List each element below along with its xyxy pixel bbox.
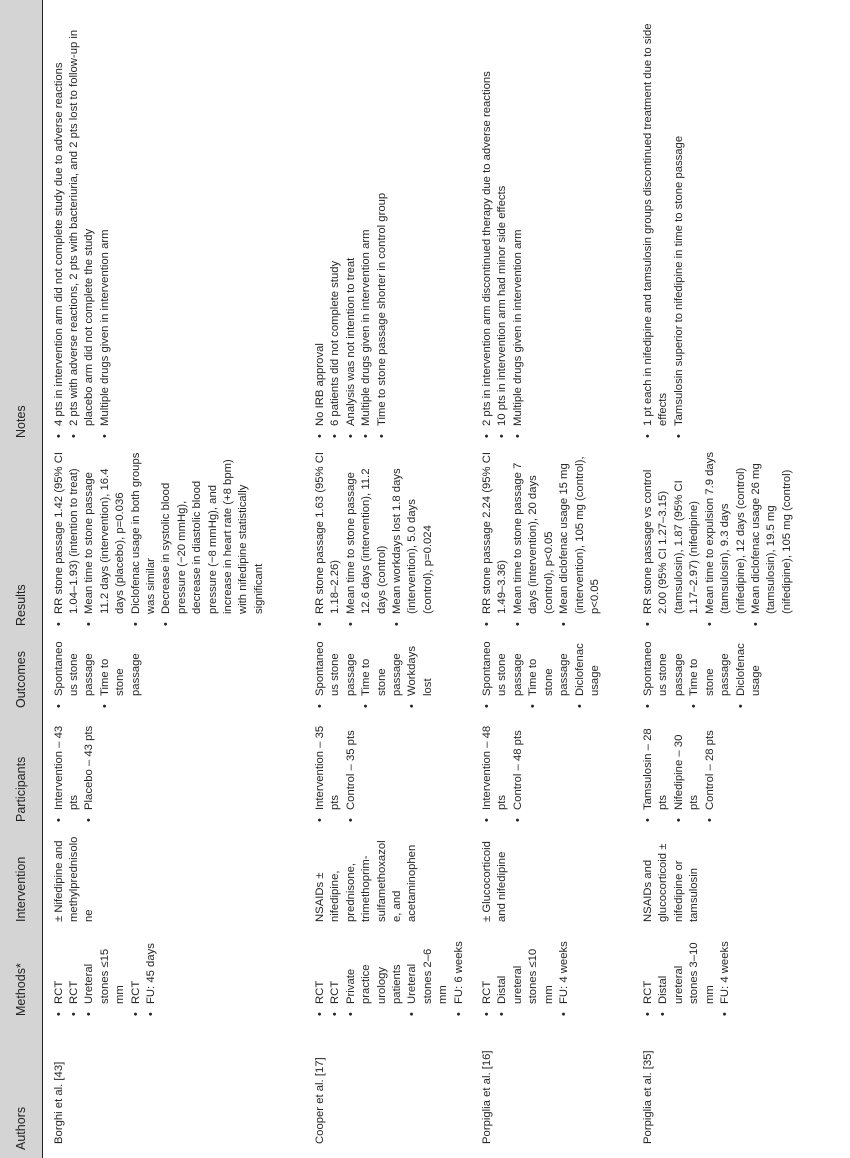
method-list xyxy=(480,936,572,1016)
method-item: • RCT xyxy=(328,936,343,1016)
outcome-list xyxy=(313,640,436,708)
result-item: • Mean time to stone passage 7 days (intervention), 20 days (control), p<0.05 xyxy=(511,452,557,626)
participant-item: • Intervention – 35 pts xyxy=(313,722,344,822)
header-participants: Participants xyxy=(0,716,42,830)
note-item: • Tamsulosin superior to nifedipine in time to stone passage xyxy=(672,6,687,438)
outcomes-cell xyxy=(304,634,471,716)
header-row xyxy=(0,0,42,1158)
participant-item: • Intervention – 43 pts xyxy=(52,722,83,822)
results-cell xyxy=(304,446,471,634)
header-intervention: Intervention xyxy=(0,830,42,930)
outcomes-cell xyxy=(632,634,850,716)
result-item: • RR stone passage 1.63 (95% CI 1.18–2.26) xyxy=(313,452,344,626)
outcome-item: • Spontaneous stone passage xyxy=(641,640,687,708)
result-item: • Mean time to stone passage 12.6 days (intervention), 11.2 days (control) xyxy=(344,452,390,626)
result-item: • RR stone passage 2.24 (95% CI 1.49–3.36) xyxy=(480,452,511,626)
participant-list xyxy=(641,722,718,822)
method-list xyxy=(52,936,160,1016)
result-item: • Diclofenac usage in both groups was similar xyxy=(129,452,160,626)
intervention-cell xyxy=(632,830,850,930)
outcome-item: • Spontaneous stone passage xyxy=(313,640,359,708)
participant-item: • Nifedipine – 30 pts xyxy=(672,722,703,822)
participant-item: • Control – 28 pts xyxy=(703,722,718,822)
result-item: • Mean time to stone passage 11.2 days (intervention), 16.4 days (placebo), p=0.036 xyxy=(82,452,128,626)
author-cell xyxy=(304,1024,471,1158)
results-cell xyxy=(471,446,632,634)
participant-item: • Intervention – 48 pts xyxy=(480,722,511,822)
header-results: Results xyxy=(0,446,42,634)
participants-cell xyxy=(42,716,304,830)
outcome-list xyxy=(52,640,144,708)
outcomes-cell xyxy=(471,634,632,716)
intervention-text: NSAIDs ± nifedipine, prednisone, trimethoprim-sulfamethoxazole, and acetaminophen xyxy=(314,840,419,922)
result-list xyxy=(313,452,436,626)
note-item: • 10 pts in intervention arm had minor side effects xyxy=(495,6,510,438)
methods-cell xyxy=(304,930,471,1024)
method-item: • Distal ureteral stones 3–10 mm xyxy=(656,936,718,1016)
method-item: • RCT xyxy=(480,936,495,1016)
author-name: Borghi et al. [43] xyxy=(52,1061,65,1144)
method-item: • Ureteral stones ≤15 mm xyxy=(82,936,128,1016)
methods-cell xyxy=(42,930,304,1024)
notes-cell xyxy=(632,0,850,446)
notes-cell xyxy=(42,0,304,446)
result-item: • Mean diclofenac usage 15 mg (intervention), 105 mg (control), p<0.05 xyxy=(557,452,603,626)
note-list xyxy=(641,6,687,438)
intervention-text: NSAIDs and glucocorticoid ± nifedipine or tamsulosin xyxy=(642,843,701,922)
results-cell xyxy=(42,446,304,634)
method-item: • RCT xyxy=(129,936,144,1016)
method-item: • RCT xyxy=(313,936,328,1016)
note-item: • 6 patients did not complete study xyxy=(328,6,343,438)
participant-item: • Control – 48 pts xyxy=(511,722,526,822)
outcome-item: • Time to stone passage xyxy=(98,640,144,708)
note-item: • 2 pts with adverse reactions, 2 pts with bacteriuria, and 2 pts lost to follow-up in placebo arm did not complete the study xyxy=(67,6,98,438)
note-list xyxy=(313,6,390,438)
method-item: • FU: 4 weeks xyxy=(557,936,572,1016)
note-item: • Multiple drugs given in intervention arm xyxy=(359,6,374,438)
methods-cell xyxy=(471,930,632,1024)
note-list xyxy=(52,6,114,438)
author-cell xyxy=(471,1024,632,1158)
table-row xyxy=(304,0,471,1158)
result-item: • Mean workdays lost 1.8 days (intervention), 5.0 days (control), p=0.024 xyxy=(390,452,436,626)
participant-list xyxy=(52,722,98,822)
participants-cell xyxy=(304,716,471,830)
note-item: • No IRB approval xyxy=(313,6,328,438)
author-cell xyxy=(42,1024,304,1158)
outcome-item: • Spontaneous stone passage xyxy=(480,640,526,708)
outcome-item: • Diclofenac usage xyxy=(734,640,765,708)
participant-list xyxy=(313,722,359,822)
method-item: • Distal ureteral stones ≤10 mm xyxy=(495,936,557,1016)
outcome-item: • Diclofenac usage xyxy=(573,640,604,708)
outcomes-cell xyxy=(42,634,304,716)
note-item: • 4 pts in intervention arm did not complete study due to adverse reactions xyxy=(52,6,67,438)
result-item: • Decrease in systolic blood pressure (−20 mmHg), decrease in diastolic blood pressure (−8 mmHg), and increase in heart rate (+8 bpm) with nifedipine statistically significant xyxy=(159,452,267,626)
method-item: • RCT xyxy=(67,936,82,1016)
note-item: • 2 pts in intervention arm discontinued therapy due to adverse reactions xyxy=(480,6,495,438)
outcome-list xyxy=(641,640,764,708)
result-list xyxy=(52,452,268,626)
method-list xyxy=(641,936,733,1016)
outcome-item: • Time to stone passage xyxy=(359,640,405,708)
participant-item: • Control – 35 pts xyxy=(344,722,359,822)
notes-cell xyxy=(471,0,632,446)
method-item: • Ureteral stones 2–6 mm xyxy=(405,936,451,1016)
note-list xyxy=(480,6,526,438)
result-item: • RR stone passage 1.42 (95% CI 1.04–1.93) (intention to treat) xyxy=(52,452,83,626)
participant-list xyxy=(480,722,526,822)
participant-item: • Placebo – 43 pts xyxy=(82,722,97,822)
note-item: • Multiple drugs given in intervention arm xyxy=(98,6,113,438)
author-name: Porpiglia et al. [16] xyxy=(481,1050,494,1144)
participants-cell xyxy=(632,716,850,830)
method-item: • FU: 4 weeks xyxy=(718,936,733,1016)
method-item: • FU: 6 weeks xyxy=(452,936,467,1016)
result-list xyxy=(641,452,795,626)
result-item: • Mean time to expulsion 7.9 days (tamsulosin), 9.3 days (nifedipine), 12 days (control) xyxy=(703,452,749,626)
table-row xyxy=(471,0,632,1158)
table-row xyxy=(632,0,850,1158)
method-item: • Private practice urology patients xyxy=(344,936,406,1016)
outcome-list xyxy=(480,640,603,708)
header-notes: Notes xyxy=(0,0,42,446)
note-item: • Time to stone passage shorter in control group xyxy=(375,6,390,438)
header-outcomes: Outcomes xyxy=(0,634,42,716)
author-cell xyxy=(632,1024,850,1158)
note-item: • Analysis was not intention to treat xyxy=(344,6,359,438)
method-item: • FU: 45 days xyxy=(144,936,159,1016)
author-name: Porpiglia et al. [35] xyxy=(642,1050,655,1144)
author-name: Cooper et al. [17] xyxy=(314,1057,326,1144)
participants-cell xyxy=(471,716,632,830)
note-item: • 1 pt each in nifedipine and tamsulosin groups discontinued treatment due to side effects xyxy=(641,6,672,438)
methods-cell xyxy=(632,930,850,1024)
method-item: • RCT xyxy=(52,936,67,1016)
outcome-item: • Spontaneous stone passage xyxy=(52,640,98,708)
table-row xyxy=(42,0,304,1158)
intervention-cell xyxy=(42,830,304,930)
result-item: • RR stone passage vs control 2.00 (95% CI 1.27–3.15) (tamsulosin), 1.87 (95% CI 1.17–2.97) (nifedipine) xyxy=(641,452,703,626)
intervention-cell xyxy=(471,830,632,930)
result-item: • Mean diclofenac usage 26 mg (tamsulosin), 19.5 mg (nifedipine), 105 mg (control) xyxy=(749,452,795,626)
intervention-cell xyxy=(304,830,471,930)
header-authors: Authors xyxy=(0,1024,42,1158)
participant-item: • Tamsulosin – 28 pts xyxy=(641,722,672,822)
method-list xyxy=(313,936,467,1016)
result-list xyxy=(480,452,603,626)
outcome-item: • Time to stone passage xyxy=(687,640,733,708)
outcome-item: • Workdays lost xyxy=(405,640,436,708)
table-body xyxy=(42,0,850,1158)
header-methods: Methods* xyxy=(0,930,42,1024)
notes-cell xyxy=(304,0,471,446)
intervention-text: ± Glucocorticoid and nifedipine xyxy=(481,841,509,922)
intervention-text: ± Nifedipine and methylprednisolone xyxy=(52,836,96,922)
results-cell xyxy=(632,446,850,634)
method-item: • RCT xyxy=(641,936,656,1016)
note-item: • Multiple drugs given in intervention arm xyxy=(511,6,526,438)
outcome-item: • Time to stone passage xyxy=(526,640,572,708)
